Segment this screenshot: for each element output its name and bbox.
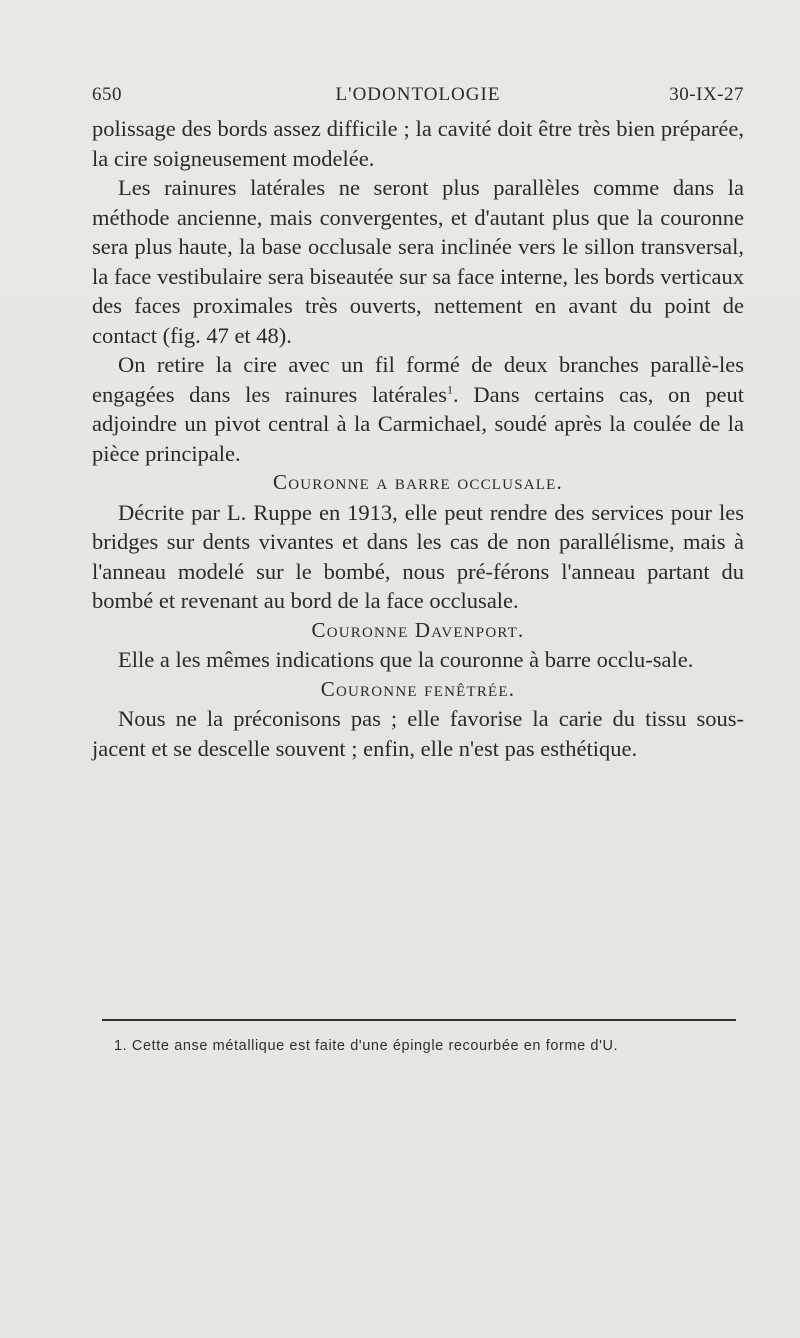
section-heading: Couronne fenêtrée. [320,676,516,701]
footnote-reference: 1 [446,382,453,396]
section-heading: Couronne Davenport. [311,617,525,642]
body-text [92,114,744,763]
paragraph-text: On retire la cire avec un fil formé de deux branches parallè-les engagées dans les rainures latérales [92,352,744,407]
paragraph: Nous ne la préconisons pas ; elle favorise la carie du tissu sous-jacent et se descelle souvent ; enfin, elle n'est pas esthétique. [92,706,744,761]
paragraph: Les rainures latérales ne seront plus parallèles comme dans la méthode ancienne, mais convergentes, et d'autant plus que la couronne sera plus haute, la base occlusale sera inclinée vers le sillon transversal, la face vestibulaire sera biseautée sur sa face interne, les bords verticaux des faces proximales très ouverts, nettement en avant du point de contact (fig. 47 et 48). [92,175,744,348]
footnote: 1. Cette anse métallique est faite d'une épingle recourbée en forme d'U. [114,1038,619,1054]
date-stamp: 30-IX-27 [669,84,744,105]
paragraph: Elle a les mêmes indications que la couronne à barre occlu-sale. [118,647,694,672]
footnote-divider [102,1019,736,1021]
paragraph: polissage des bords assez difficile ; la cavité doit être très bien préparée, la cire soigneusement modelée. [92,116,744,171]
paragraph-text: . Dans certains cas, on peut adjoindre un pivot central à la Carmichael, soudé après la coulée de la pièce principale. [92,381,744,466]
page-header [92,84,744,112]
section-heading: Couronne a barre occlusale. [273,470,563,494]
running-title: L'ODONTOLOGIE [335,84,501,105]
paragraph-with-note [92,350,744,468]
page-number: 650 [92,84,122,105]
paragraph: Décrite par L. Ruppe en 1913, elle peut rendre des services pour les bridges sur dents vivantes et dans les cas de non parallélisme, mais à l'anneau modelé sur le bombé, nous pré-férons l'anneau partant du bombé et revenant au bord de la face occlusale. [92,499,744,613]
